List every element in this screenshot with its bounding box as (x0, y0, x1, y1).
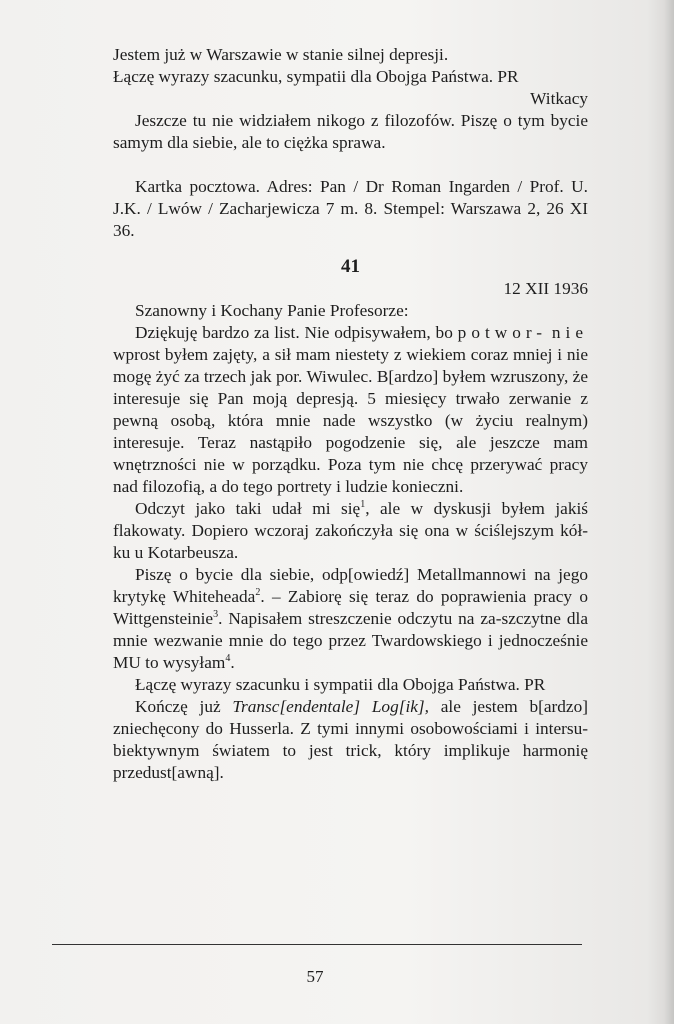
spaced-word: nie (551, 323, 588, 342)
paragraph-text: wprost byłem zajęty, a sił mam niestety z wiekiem coraz mniej i nie mogę żyć za trzech jak por. Wiwulec. B[ardzo] byłem wzruszony, że interesuje się Pan moją depresją. 5 miesięcy trwało zerwanie z pewną osobą, która mnie nade wszystko (w życiu realnym) interesuje. Teraz nastąpiło pogodzenie się, ale jeszcze mam wnętrzności nie w porządku. Poza tym nie chcę przerywać pracy nad filozofią, a do tego portrety i ludzie konieczni. (113, 345, 588, 496)
footer-rule (52, 944, 582, 945)
footnote-marker: 2 (255, 587, 261, 598)
closing-philosophers: Jeszcze tu nie widziałem nikogo z filozofów. Piszę o tym bycie samym dla siebie, ale to ciężka sprawa. (113, 111, 588, 152)
signature: Witkacy (530, 89, 588, 108)
paragraph-text: Piszę o bycie dla siebie, odp[owiedź] Metallmannowi na jego krytykę Whiteheada (113, 565, 588, 606)
paragraph-text: Dziękuję bardzo za list. Nie odpisywałem, bo (135, 323, 458, 342)
page-number: 57 (306, 967, 324, 986)
closing-regards: Łączę wyrazy szacunku, sympatii dla Obojga Państwa. PR (113, 67, 519, 86)
paragraph-lecture (113, 498, 588, 564)
paragraph-text: Odczyt jako taki udał mi się (135, 499, 361, 518)
closing-line-depression: Jestem już w Warszawie w stanie silnej depresji. (113, 45, 449, 64)
salutation: Szanowny i Kochany Panie Profesorze: (135, 301, 409, 320)
footnote-marker: 3 (213, 609, 219, 620)
paragraph-text: Kończę już (135, 697, 233, 716)
paragraph-text: . – Zabiorę się teraz do poprawienia pracy o Wittgensteinie (113, 587, 588, 628)
paragraph-text: . Napisałem streszczenie odczytu na za-szczytne dla mnie wezwanie mnie do tego przez Twardowskiego i jednocześnie MU to wysyłam (113, 609, 588, 672)
postcard-note: Kartka pocztowa. Adres: Pan / Dr Roman Ingarden / Prof. U. J.K. / Lwów / Zacharjewicza 7 m. 8. Stempel: Warszawa 2, 26 XI 36. (113, 177, 588, 240)
paragraph-husserl (113, 696, 588, 784)
footnote-marker: 4 (225, 653, 231, 664)
letter-date: 12 XII 1936 (503, 279, 588, 298)
book-title: Transc[endentale] Log[ik], (232, 697, 429, 716)
page-body (113, 44, 588, 784)
letter-number: 41 (341, 256, 360, 277)
paragraph-text: . (230, 653, 235, 672)
paragraph-text: , ale w dyskusji byłem jakiś flakowaty. Dopiero wczoraj zakończyła się ona w ściślejszym kół-ku u Kotarbeusza. (113, 499, 588, 562)
page-edge-shadow (664, 0, 674, 1024)
paragraph-text: ale jestem b[ardzo] zniechęcony do Husserla. Z tymi innymi osobowościami i intersu-biektywnym światem to jest trick, który implikuje harmonię przedust[awną]. (113, 697, 588, 782)
paragraph-thanks (113, 322, 588, 498)
paragraph-writing (113, 564, 588, 674)
spaced-word: potwor- (457, 323, 548, 342)
footnote-marker: 1 (360, 499, 366, 510)
paragraph-regards: Łączę wyrazy szacunku i sympatii dla Obojga Państwa. PR (135, 675, 546, 694)
